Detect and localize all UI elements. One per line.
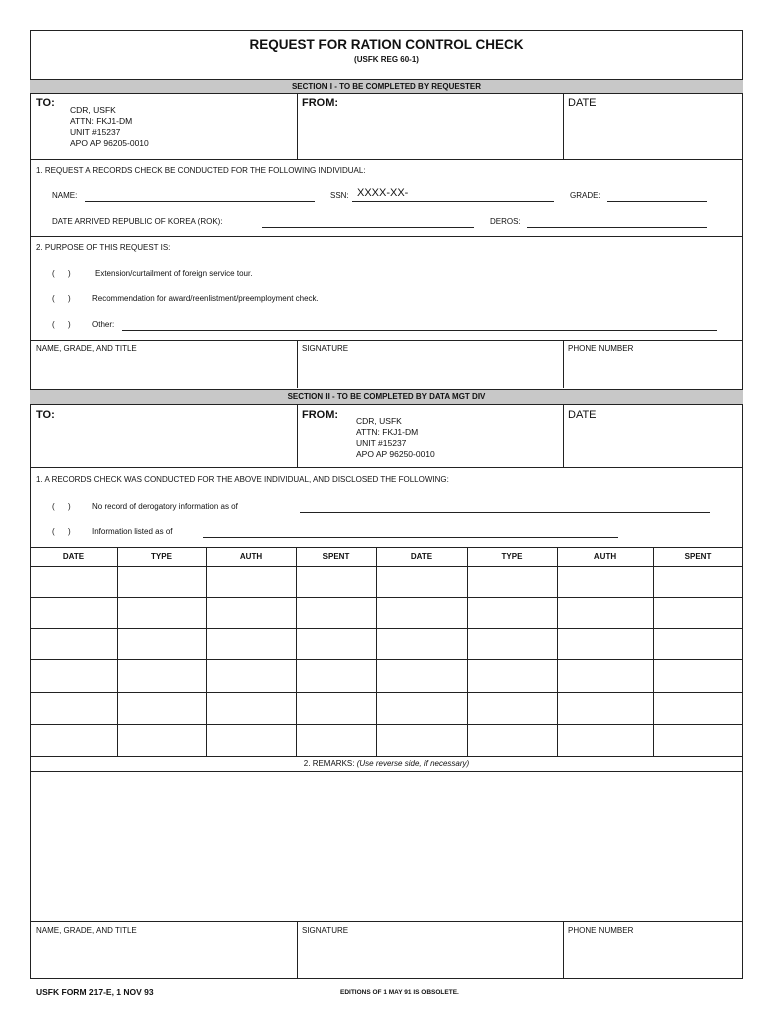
requester-name-field[interactable] <box>31 356 296 387</box>
date-arrived-label: DATE ARRIVED REPUBLIC OF KOREA (ROK): <box>52 217 223 226</box>
requester-signature-label: SIGNATURE <box>302 344 349 353</box>
section-2-band: SECTION II - TO BE COMPLETED BY DATA MGT DIV <box>30 389 743 405</box>
remarks-field[interactable] <box>31 772 742 920</box>
data-mgt-phone-label: PHONE NUMBER <box>568 926 634 935</box>
requester-phone-label: PHONE NUMBER <box>568 344 634 353</box>
section-2-to-field[interactable] <box>31 422 296 466</box>
requester-name-grade-title-label: NAME, GRADE, AND TITLE <box>36 344 137 353</box>
remarks-note: (Use reverse side, if necessary) <box>356 759 470 768</box>
to-label: TO: <box>36 97 55 109</box>
no-record-label: No record of derogatory information as of <box>92 502 238 511</box>
editions-note: EDITIONS OF 1 MAY 91 IS OBSOLETE. <box>340 989 459 996</box>
section-2-date-field[interactable] <box>564 422 742 466</box>
info-listed-date-field[interactable] <box>203 537 618 538</box>
date-label: DATE <box>568 97 597 109</box>
section-2-to-label: TO: <box>36 409 55 421</box>
info-listed-checkbox[interactable]: ( ) <box>52 527 71 536</box>
records-check-result-text: 1. A RECORDS CHECK WAS CONDUCTED FOR THE ABOVE INDIVIDUAL, AND DISCLOSED THE FOLLOWING: <box>36 475 449 484</box>
column-header-spent-2: SPENT <box>684 552 712 561</box>
purpose-option-extension: Extension/curtailment of foreign service tour. <box>95 269 253 278</box>
name-label: NAME: <box>52 191 78 200</box>
purpose-option-recommendation: Recommendation for award/reenlistment/preemployment check. <box>92 294 319 303</box>
grade-field[interactable] <box>607 201 707 202</box>
data-mgt-signature-label: SIGNATURE <box>302 926 349 935</box>
info-listed-label: Information listed as of <box>92 527 173 536</box>
grade-label: GRADE: <box>570 191 601 200</box>
data-mgt-name-grade-title-label: NAME, GRADE, AND TITLE <box>36 926 137 935</box>
form-regulation: (USFK REG 60-1) <box>354 55 419 64</box>
section-1-band: SECTION I - TO BE COMPLETED BY REQUESTER <box>30 79 743 94</box>
form-number: USFK FORM 217-E, 1 NOV 93 <box>36 987 154 997</box>
data-mgt-name-field[interactable] <box>31 938 296 978</box>
other-purpose-field[interactable] <box>122 330 717 331</box>
purpose-checkbox-other[interactable]: ( ) <box>52 320 71 329</box>
purpose-checkbox-recommendation[interactable]: ( ) <box>52 294 71 303</box>
column-header-auth-2: AUTH <box>593 552 617 561</box>
requester-signature-field[interactable] <box>298 356 562 387</box>
from-label: FROM: <box>302 97 339 109</box>
purpose-checkbox-extension[interactable]: ( ) <box>52 269 71 278</box>
column-header-spent: SPENT <box>322 552 350 561</box>
no-record-date-field[interactable] <box>300 512 710 513</box>
form-title: REQUEST FOR RATION CONTROL CHECK <box>249 37 524 52</box>
column-header-date: DATE <box>62 552 85 561</box>
purpose-option-other: Other: <box>92 320 115 329</box>
ration-table-header <box>30 547 743 566</box>
section-2-date-label: DATE <box>568 409 597 421</box>
date-field[interactable] <box>564 110 742 158</box>
name-field[interactable] <box>85 201 315 202</box>
date-arrived-field[interactable] <box>262 227 474 228</box>
column-header-type-2: TYPE <box>501 552 523 561</box>
deros-label: DEROS: <box>490 217 521 226</box>
ssn-value: XXXX-XX- <box>357 187 409 199</box>
column-header-type: TYPE <box>151 552 172 561</box>
deros-field[interactable] <box>527 227 707 228</box>
requester-phone-field[interactable] <box>564 356 742 387</box>
section-2-from-label: FROM: <box>302 409 339 421</box>
column-header-auth: AUTH <box>239 552 263 561</box>
ssn-field[interactable] <box>352 201 554 202</box>
section-2-from-address: CDR, USFK ATTN: FKJ1-DM UNIT #15237 APO AP 96250-0010 <box>356 416 435 459</box>
ssn-label: SSN: <box>330 191 349 200</box>
from-field[interactable] <box>298 110 562 158</box>
records-check-request-text: 1. REQUEST A RECORDS CHECK BE CONDUCTED FOR THE FOLLOWING INDIVIDUAL: <box>36 166 366 175</box>
no-record-checkbox[interactable]: ( ) <box>52 502 71 511</box>
column-header-date-2: DATE <box>410 552 433 561</box>
to-address: CDR, USFK ATTN: FKJ1-DM UNIT #15237 APO AP 96205-0010 <box>70 105 149 148</box>
purpose-heading: 2. PURPOSE OF THIS REQUEST IS: <box>36 243 171 252</box>
data-mgt-phone-field[interactable] <box>564 938 742 978</box>
remarks-heading: 2. REMARKS: (Use reverse side, if necessary) <box>303 759 470 768</box>
data-mgt-signature-field[interactable] <box>298 938 562 978</box>
